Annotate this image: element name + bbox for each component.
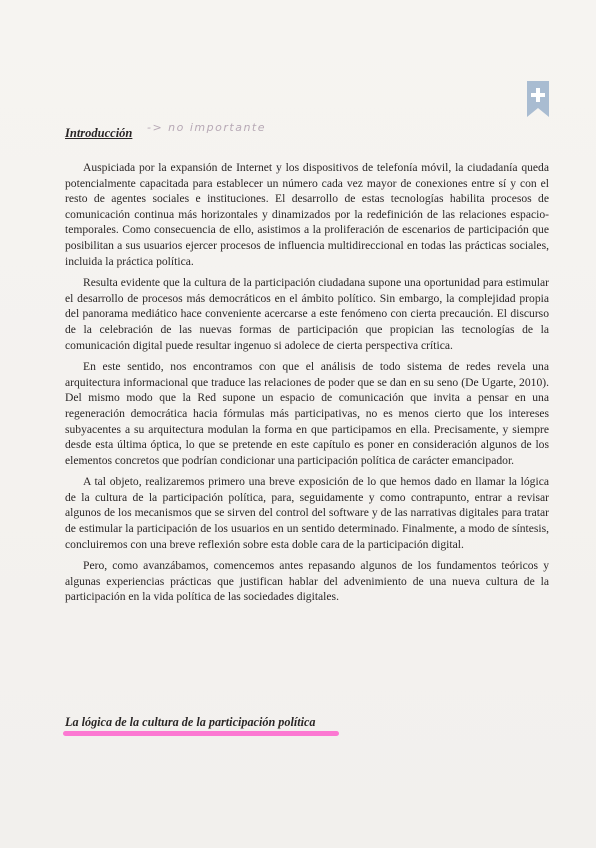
- section-title: La lógica de la cultura de la participación política: [65, 715, 316, 729]
- paragraph-5: Pero, como avanzábamos, comencemos antes repasando algunos de los fundamentos teóricos y algunas experiencias prácticas que justifican hablar del advenimiento de una nueva cultura de la participación en la vida política de las sociedades digitales.: [65, 559, 549, 604]
- paragraph-4: A tal objeto, realizaremos primero una breve exposición de lo que hemos dado en llamar la lógica de la cultura de la participación política, para, seguidamente y como contrapunto, entrar a revisar algunos de los mecanismos que se sirven del control del software y de las narrativas digitales para tratar de estimular la participación de los usuarios en un sentido determinado. Finalmente, a modo de síntesis, concluiremos con una breve reflexión sobre esta doble cara de la participación digital.: [65, 475, 549, 551]
- paragraph-1: Auspiciada por la expansión de Internet y los dispositivos de telefonía móvil, la ciudadanía queda potencialmente capacitada para establecer un número cada vez mayor de conexiones entre sí y con el resto de agentes sociales e instituciones. El desarrollo de estas tecnologías habilita procesos de comunicación continua más horizontales y dinamizados por la redefinición de las relaciones espacio-temporales. Como consecuencia de ello, asistimos a la proliferación de escenarios de participación que posibilitan a sus usuarios ejercer procesos de influencia multidireccional en todas las prácticas sociales, incluida la práctica política.: [65, 161, 549, 268]
- bookmark-plus-icon[interactable]: [527, 81, 549, 117]
- body-text: [65, 160, 549, 611]
- section-title-highlight: [63, 731, 339, 736]
- paragraph-2: Resulta evidente que la cultura de la participación ciudadana supone una oportunidad para estimular el desarrollo de procesos más democráticos en el ámbito político. Sin embargo, la complejidad propia del panorama mediático hace conveniente acercarse a este fenómeno con cierta precaución. El discurso de la celebración de las nuevas formas de participación que propician las tecnologías de la comunicación digital puede resultar ingenuo si adolece de cierta perspectiva crítica.: [65, 276, 549, 352]
- paragraph-3: En este sentido, nos encontramos con que el análisis de todo sistema de redes revela una arquitectura informacional que traduce las relaciones de poder que se dan en su seno (De Ugarte, 2010). Del mismo modo que la Red supone un espacio de comunicación que invita a pensar en una regeneración democrática hacia fórmulas más participativas, no es menos cierto que los intereses subyacentes a su arquitectura modulan la forma en que participamos en ella. Precisamente, y siempre desde esta última óptica, lo que se pretende en este capítulo es poner en consideración algunos de los elementos concretos que podrían condicionar una participación política de carácter emancipador.: [65, 360, 549, 467]
- handwritten-note: -> no importante: [147, 121, 266, 134]
- introduction-heading: Introducción: [65, 126, 133, 140]
